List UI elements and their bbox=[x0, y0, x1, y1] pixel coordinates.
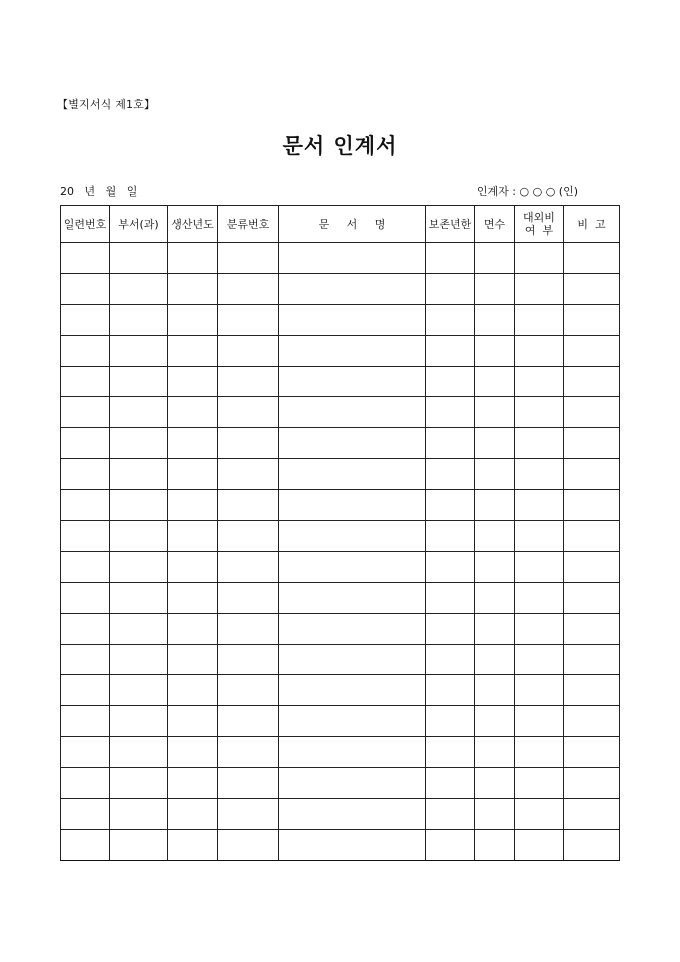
table-cell[interactable] bbox=[564, 706, 620, 737]
col-header-remarks: 비 고 bbox=[564, 206, 620, 243]
table-cell[interactable] bbox=[279, 428, 426, 459]
table-cell[interactable] bbox=[61, 243, 110, 274]
table-cell[interactable] bbox=[515, 521, 564, 552]
table-cell[interactable] bbox=[475, 644, 515, 675]
table-cell[interactable] bbox=[279, 582, 426, 613]
table-cell[interactable] bbox=[279, 304, 426, 335]
table-cell[interactable] bbox=[61, 829, 110, 860]
table-row bbox=[61, 582, 620, 613]
table-cell[interactable] bbox=[475, 397, 515, 428]
table-cell[interactable] bbox=[110, 273, 168, 304]
table-cell[interactable] bbox=[168, 613, 218, 644]
table-cell[interactable] bbox=[168, 799, 218, 830]
table-cell[interactable] bbox=[279, 490, 426, 521]
table-cell[interactable] bbox=[515, 737, 564, 768]
table-cell[interactable] bbox=[475, 768, 515, 799]
table-cell[interactable] bbox=[61, 644, 110, 675]
table-cell[interactable] bbox=[475, 459, 515, 490]
table-cell[interactable] bbox=[279, 737, 426, 768]
col-header-serial-number: 일련번호 bbox=[61, 206, 110, 243]
table-cell[interactable] bbox=[515, 675, 564, 706]
table-row bbox=[61, 644, 620, 675]
table-cell[interactable] bbox=[515, 551, 564, 582]
table-cell[interactable] bbox=[279, 243, 426, 274]
table-cell[interactable] bbox=[564, 582, 620, 613]
table-cell[interactable] bbox=[61, 521, 110, 552]
table-cell[interactable] bbox=[168, 490, 218, 521]
table-cell[interactable] bbox=[564, 428, 620, 459]
table-cell[interactable] bbox=[426, 582, 475, 613]
table-cell[interactable] bbox=[61, 397, 110, 428]
table-cell[interactable] bbox=[168, 366, 218, 397]
table-cell[interactable] bbox=[168, 829, 218, 860]
table-cell[interactable] bbox=[218, 490, 279, 521]
table-cell[interactable] bbox=[61, 799, 110, 830]
handover-table bbox=[60, 205, 620, 861]
table-cell[interactable] bbox=[564, 551, 620, 582]
table-row bbox=[61, 397, 620, 428]
table-cell[interactable] bbox=[218, 366, 279, 397]
table-cell[interactable] bbox=[218, 613, 279, 644]
table-cell[interactable] bbox=[475, 273, 515, 304]
table-cell[interactable] bbox=[475, 551, 515, 582]
table-cell[interactable] bbox=[168, 428, 218, 459]
table-cell[interactable] bbox=[218, 428, 279, 459]
table-cell[interactable] bbox=[61, 737, 110, 768]
table-cell[interactable] bbox=[61, 582, 110, 613]
table-cell[interactable] bbox=[61, 490, 110, 521]
table-header-row bbox=[61, 206, 620, 243]
table-cell[interactable] bbox=[515, 397, 564, 428]
table-cell[interactable] bbox=[515, 304, 564, 335]
table-cell[interactable] bbox=[279, 366, 426, 397]
table-cell[interactable] bbox=[110, 644, 168, 675]
table-cell[interactable] bbox=[426, 706, 475, 737]
table-cell[interactable] bbox=[168, 675, 218, 706]
table-cell[interactable] bbox=[218, 582, 279, 613]
table-cell[interactable] bbox=[515, 582, 564, 613]
table-cell[interactable] bbox=[564, 366, 620, 397]
table-cell[interactable] bbox=[110, 459, 168, 490]
table-row bbox=[61, 428, 620, 459]
table-cell[interactable] bbox=[515, 706, 564, 737]
table-cell[interactable] bbox=[426, 613, 475, 644]
table-cell[interactable] bbox=[110, 737, 168, 768]
table-row bbox=[61, 366, 620, 397]
table-cell[interactable] bbox=[475, 675, 515, 706]
table-cell[interactable] bbox=[515, 829, 564, 860]
table-cell[interactable] bbox=[110, 304, 168, 335]
table-cell[interactable] bbox=[515, 243, 564, 274]
table-row bbox=[61, 829, 620, 860]
table-cell[interactable] bbox=[279, 706, 426, 737]
table-cell[interactable] bbox=[110, 706, 168, 737]
table-cell[interactable] bbox=[426, 335, 475, 366]
table-cell[interactable] bbox=[475, 829, 515, 860]
table-cell[interactable] bbox=[426, 551, 475, 582]
table-cell[interactable] bbox=[426, 799, 475, 830]
table-cell[interactable] bbox=[515, 644, 564, 675]
table-cell[interactable] bbox=[110, 366, 168, 397]
table-cell[interactable] bbox=[110, 521, 168, 552]
table-cell[interactable] bbox=[218, 737, 279, 768]
table-row bbox=[61, 243, 620, 274]
table-cell[interactable] bbox=[475, 799, 515, 830]
table-cell[interactable] bbox=[475, 737, 515, 768]
table-row bbox=[61, 490, 620, 521]
table-cell[interactable] bbox=[168, 768, 218, 799]
table-cell[interactable] bbox=[475, 521, 515, 552]
table-cell[interactable] bbox=[564, 613, 620, 644]
table-cell[interactable] bbox=[279, 335, 426, 366]
table-cell[interactable] bbox=[515, 490, 564, 521]
table-row bbox=[61, 737, 620, 768]
table-cell[interactable] bbox=[110, 613, 168, 644]
table-cell[interactable] bbox=[61, 768, 110, 799]
table-cell[interactable] bbox=[168, 243, 218, 274]
table-cell[interactable] bbox=[168, 459, 218, 490]
table-cell[interactable] bbox=[218, 551, 279, 582]
table-cell[interactable] bbox=[61, 335, 110, 366]
table-row bbox=[61, 675, 620, 706]
table-cell[interactable] bbox=[564, 737, 620, 768]
table-cell[interactable] bbox=[218, 644, 279, 675]
table-cell[interactable] bbox=[218, 243, 279, 274]
table-cell[interactable] bbox=[564, 829, 620, 860]
table-cell[interactable] bbox=[426, 490, 475, 521]
table-row bbox=[61, 304, 620, 335]
table-cell[interactable] bbox=[218, 799, 279, 830]
table-cell[interactable] bbox=[61, 366, 110, 397]
table-cell[interactable] bbox=[110, 243, 168, 274]
table-cell[interactable] bbox=[475, 490, 515, 521]
table-cell[interactable] bbox=[279, 613, 426, 644]
table-cell[interactable] bbox=[564, 273, 620, 304]
page-title: 문서 인계서 bbox=[282, 134, 398, 158]
table-cell[interactable] bbox=[279, 397, 426, 428]
table-cell[interactable] bbox=[110, 799, 168, 830]
table-cell[interactable] bbox=[564, 304, 620, 335]
col-header-confidential: 대외비 여 부 bbox=[515, 206, 564, 243]
table-cell[interactable] bbox=[218, 768, 279, 799]
table-cell[interactable] bbox=[61, 273, 110, 304]
table-cell[interactable] bbox=[168, 397, 218, 428]
table-cell[interactable] bbox=[426, 366, 475, 397]
table-row bbox=[61, 706, 620, 737]
table-cell[interactable] bbox=[110, 490, 168, 521]
table-cell[interactable] bbox=[279, 799, 426, 830]
table-cell[interactable] bbox=[218, 459, 279, 490]
col-header-production-year: 생산년도 bbox=[168, 206, 218, 243]
table-row bbox=[61, 521, 620, 552]
col-header-page-count: 면수 bbox=[475, 206, 515, 243]
table-cell[interactable] bbox=[110, 829, 168, 860]
table-cell[interactable] bbox=[515, 273, 564, 304]
table-cell[interactable] bbox=[515, 799, 564, 830]
table-cell[interactable] bbox=[564, 768, 620, 799]
table-cell[interactable] bbox=[110, 428, 168, 459]
table-cell[interactable] bbox=[475, 706, 515, 737]
table-cell[interactable] bbox=[279, 551, 426, 582]
table-cell[interactable] bbox=[564, 644, 620, 675]
table-cell[interactable] bbox=[168, 551, 218, 582]
table-cell[interactable] bbox=[564, 675, 620, 706]
table-cell[interactable] bbox=[426, 304, 475, 335]
table-cell[interactable] bbox=[426, 428, 475, 459]
form-number: 【별지서식 제1호】 bbox=[57, 98, 156, 111]
table-cell[interactable] bbox=[61, 304, 110, 335]
handover-person-line: 인계자 : ○ ○ ○ (인) bbox=[476, 185, 578, 198]
table-cell[interactable] bbox=[168, 706, 218, 737]
table-row bbox=[61, 799, 620, 830]
table-cell[interactable] bbox=[168, 335, 218, 366]
table-cell[interactable] bbox=[515, 613, 564, 644]
table-cell[interactable] bbox=[110, 397, 168, 428]
table-cell[interactable] bbox=[475, 582, 515, 613]
table-cell[interactable] bbox=[426, 521, 475, 552]
table-cell[interactable] bbox=[279, 829, 426, 860]
table-cell[interactable] bbox=[564, 799, 620, 830]
col-header-retention-period: 보존년한 bbox=[426, 206, 475, 243]
table-cell[interactable] bbox=[218, 829, 279, 860]
table-cell[interactable] bbox=[110, 335, 168, 366]
table-cell[interactable] bbox=[218, 521, 279, 552]
table-cell[interactable] bbox=[218, 273, 279, 304]
table-row bbox=[61, 613, 620, 644]
table-cell[interactable] bbox=[168, 644, 218, 675]
table-cell[interactable] bbox=[426, 737, 475, 768]
table-cell[interactable] bbox=[426, 829, 475, 860]
table-cell[interactable] bbox=[515, 428, 564, 459]
table-cell[interactable] bbox=[168, 582, 218, 613]
table-cell[interactable] bbox=[515, 366, 564, 397]
table-cell[interactable] bbox=[168, 737, 218, 768]
table-cell[interactable] bbox=[218, 397, 279, 428]
table-cell[interactable] bbox=[426, 459, 475, 490]
table-cell[interactable] bbox=[564, 243, 620, 274]
table-cell[interactable] bbox=[426, 768, 475, 799]
table-cell[interactable] bbox=[564, 397, 620, 428]
table-cell[interactable] bbox=[168, 521, 218, 552]
table-cell[interactable] bbox=[426, 243, 475, 274]
table-cell[interactable] bbox=[475, 428, 515, 459]
table-cell[interactable] bbox=[61, 613, 110, 644]
table-cell[interactable] bbox=[61, 706, 110, 737]
table-row bbox=[61, 335, 620, 366]
table-cell[interactable] bbox=[110, 582, 168, 613]
table-cell[interactable] bbox=[515, 768, 564, 799]
table-cell[interactable] bbox=[515, 459, 564, 490]
table-cell[interactable] bbox=[218, 706, 279, 737]
table-row bbox=[61, 551, 620, 582]
table-cell[interactable] bbox=[110, 675, 168, 706]
table-cell[interactable] bbox=[279, 675, 426, 706]
table-cell[interactable] bbox=[279, 273, 426, 304]
table-cell[interactable] bbox=[61, 428, 110, 459]
table-cell[interactable] bbox=[515, 335, 564, 366]
table-cell[interactable] bbox=[279, 459, 426, 490]
table-cell[interactable] bbox=[168, 304, 218, 335]
table-cell[interactable] bbox=[279, 521, 426, 552]
table-cell[interactable] bbox=[475, 613, 515, 644]
table-cell[interactable] bbox=[218, 335, 279, 366]
date-line: 20 년 월 일 bbox=[60, 185, 138, 198]
table-cell[interactable] bbox=[475, 366, 515, 397]
table-cell[interactable] bbox=[110, 768, 168, 799]
table-cell[interactable] bbox=[279, 768, 426, 799]
table-cell[interactable] bbox=[168, 273, 218, 304]
table-cell[interactable] bbox=[475, 335, 515, 366]
table-cell[interactable] bbox=[564, 490, 620, 521]
table-cell[interactable] bbox=[218, 675, 279, 706]
table-cell[interactable] bbox=[475, 304, 515, 335]
table-cell[interactable] bbox=[564, 459, 620, 490]
table-row bbox=[61, 273, 620, 304]
table-cell[interactable] bbox=[426, 675, 475, 706]
table-cell[interactable] bbox=[110, 551, 168, 582]
table-cell[interactable] bbox=[61, 675, 110, 706]
col-header-classification-number: 분류번호 bbox=[218, 206, 279, 243]
table-body bbox=[61, 243, 620, 861]
table-cell[interactable] bbox=[61, 459, 110, 490]
table-cell[interactable] bbox=[475, 243, 515, 274]
table-cell[interactable] bbox=[564, 521, 620, 552]
table-cell[interactable] bbox=[61, 551, 110, 582]
table-row bbox=[61, 768, 620, 799]
col-header-department: 부서(과) bbox=[110, 206, 168, 243]
col-header-document-name: 문 서 명 bbox=[279, 206, 426, 243]
table-cell[interactable] bbox=[564, 335, 620, 366]
table-row bbox=[61, 459, 620, 490]
table-cell[interactable] bbox=[426, 397, 475, 428]
table-cell[interactable] bbox=[218, 304, 279, 335]
table-cell[interactable] bbox=[279, 644, 426, 675]
table-cell[interactable] bbox=[426, 273, 475, 304]
table-cell[interactable] bbox=[426, 644, 475, 675]
